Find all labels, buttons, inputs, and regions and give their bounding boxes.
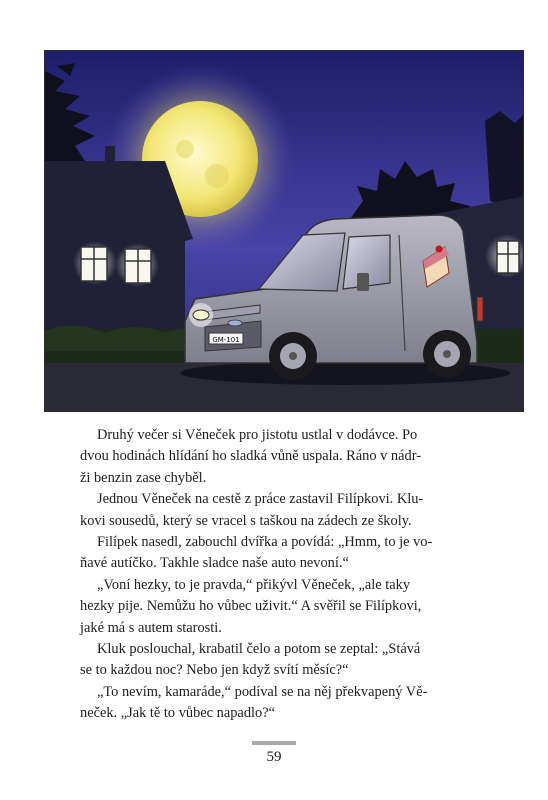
line: Kluk poslouchal, krabatil čelo a potom se zeptal: „Stává: [97, 641, 421, 658]
page-number: 59: [266, 749, 282, 765]
line: neček. „Jak tě to vůbec napadlo?“: [80, 705, 275, 722]
van-front-wheel: [269, 332, 317, 380]
paragraph-5: [80, 639, 512, 682]
paragraph-1: [80, 425, 512, 489]
line: Filípek nasedl, zabouchl dvířka a povídá: „Hmm, to je vo-: [97, 534, 433, 551]
line: kovi sousedů, který se vracel s taškou na zádech ze školy.: [80, 512, 412, 529]
folio-bar: [252, 741, 296, 745]
line: jaké má s autem starosti.: [80, 619, 222, 636]
line: dvou hodinách hlídání ho sladká vůně uspala. Ráno v nádr-: [80, 448, 422, 465]
line: „Voní hezky, to je pravda,“ přikývl Věneček, „ale taky: [97, 576, 411, 593]
line: ňavé autíčko. Takhle sladce naše auto nevoní.“: [80, 555, 349, 572]
line: „To nevím, kamaráde,“ podíval se na něj překvapený Vě-: [97, 683, 428, 700]
story-text: [80, 425, 512, 725]
line: Druhý večer si Věneček pro jistotu ustlal v dodávce. Po: [97, 427, 418, 443]
paragraph-2: [80, 489, 512, 532]
line: se to každou noc? Nebo jen když svítí měsíc?“: [80, 662, 349, 679]
paragraph-3: [80, 532, 512, 575]
night-van-illustration: [44, 50, 524, 412]
license-plate-text: GM-101: [212, 336, 240, 344]
paragraph-6: [80, 682, 512, 725]
line: ži benzin zase chyběl.: [80, 469, 207, 486]
paragraph-4: [80, 575, 512, 639]
line: Jednou Věneček na cestě z práce zastavil Filípkovi. Klu-: [97, 491, 424, 508]
line: hezky pije. Nemůžu ho vůbec uživit.“ A svěřil se Filípkovi,: [80, 598, 422, 615]
van-rear-wheel: [423, 330, 471, 378]
page-footer: [0, 741, 548, 766]
